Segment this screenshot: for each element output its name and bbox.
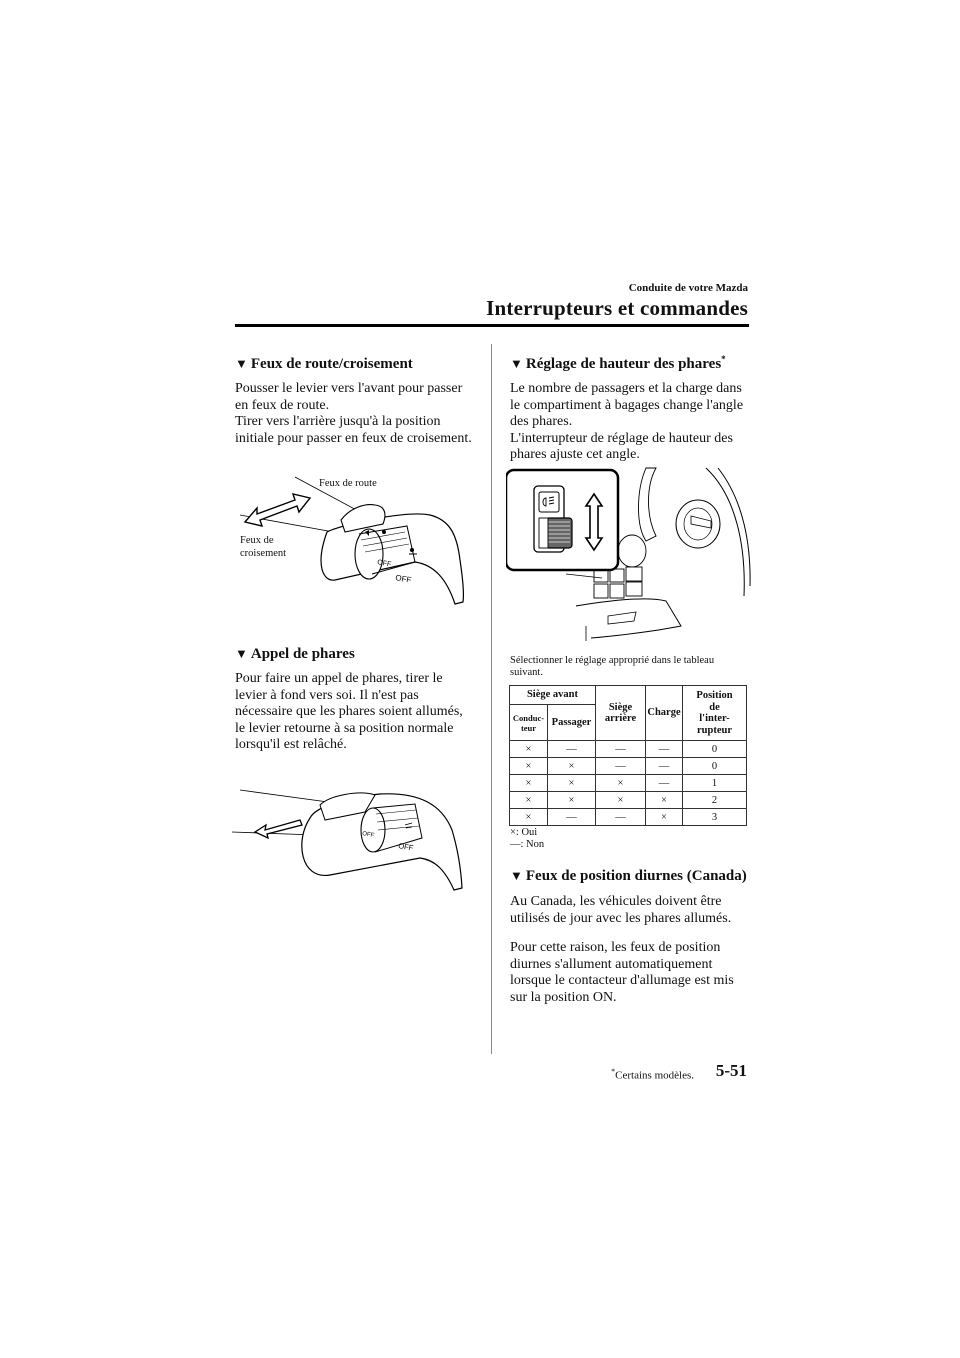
leveling-table-grid [509,685,747,826]
triangle-icon: ▼ [510,868,523,883]
col-header-load: Charge [646,686,683,741]
col-header-driver: Conduc- teur [510,705,548,741]
svg-text:OFF: OFF [394,573,412,585]
heading-headlight-leveling: ▼ Réglage de hauteur des phares* [510,354,726,372]
figure-lever-flash [230,780,485,910]
heading-daytime-running-lights: ▼ Feux de position diurnes (Canada) [510,868,747,884]
caption-select-setting: Sélectionner le réglage approprié dans le tableau suivant. [510,655,715,678]
para-drl-2: Pour cette raison, les feux de position diurnes s'allument automatiquement lorsque le contacteur d'allumage est mis sur la position ON. [510,940,734,1005]
col-header-rear-seat: Siège arrière [596,686,646,741]
triangle-icon: ▼ [235,646,248,661]
label-low-beam-1: Feux de [240,535,274,546]
table-row: × × × — 1 [510,775,747,792]
label-high-beam: Feux de route [319,478,377,489]
header-rule [235,324,749,327]
chapter-title: Conduite de votre Mazda [628,282,748,294]
heading-high-low-beam: ▼ Feux de route/croisement [235,356,413,372]
col-header-switch-position: Position de l'inter- rupteur [683,686,747,741]
table-row: × × — — 0 [510,758,747,775]
para-high-low-beam: Pousser le levier vers l'avant pour passer en feux de route. Tirer vers l'arrière jusqu'à la position initiale pour passer en feux de croisement. [235,381,472,446]
table-row: × × × × 2 [510,792,747,809]
column-divider [491,344,492,1054]
label-low-beam-2: croisement [240,548,287,559]
footnote-star: * [721,354,726,364]
triangle-icon: ▼ [510,356,523,371]
col-header-passenger: Passager [548,705,596,741]
svg-text:OFF: OFF [376,559,392,569]
leveling-switch-illustration [506,466,751,641]
svg-text:OFF: OFF [397,841,414,853]
section-title: Interrupteurs et commandes [486,296,748,320]
page-number: 5-51 [715,1061,747,1080]
col-header-front-seat: Siège avant [510,686,596,705]
triangle-icon: ▼ [235,356,248,371]
table-row: × — — × 3 [510,809,747,826]
heading-flash: ▼ Appel de phares [235,646,355,662]
para-headlight-leveling: Le nombre de passagers et la charge dans le compartiment à bagages change l'angle des phares. L'interrupteur de réglage de hauteur des phares ajuste cet angle. [510,381,744,462]
lever-flash-illustration [230,780,485,910]
leveling-table [509,685,747,826]
svg-text:OFF: OFF [361,831,375,840]
footnote-certain-models: *Certains modèles. [611,1067,694,1082]
table-row: × — — — 0 [510,741,747,758]
para-drl-1: Au Canada, les véhicules doivent être utilisés de jour avec les phares allumés. [510,894,732,926]
table-legend: ×: Oui —: Non [510,827,545,850]
para-flash: Pour faire un appel de phares, tirer le levier à fond vers soi. Il n'est pas nécessaire que les phares soient allumés, le levier retourne à sa position normale lorsqu'il est relâché. [235,671,463,752]
figure-leveling-switch [506,466,751,641]
